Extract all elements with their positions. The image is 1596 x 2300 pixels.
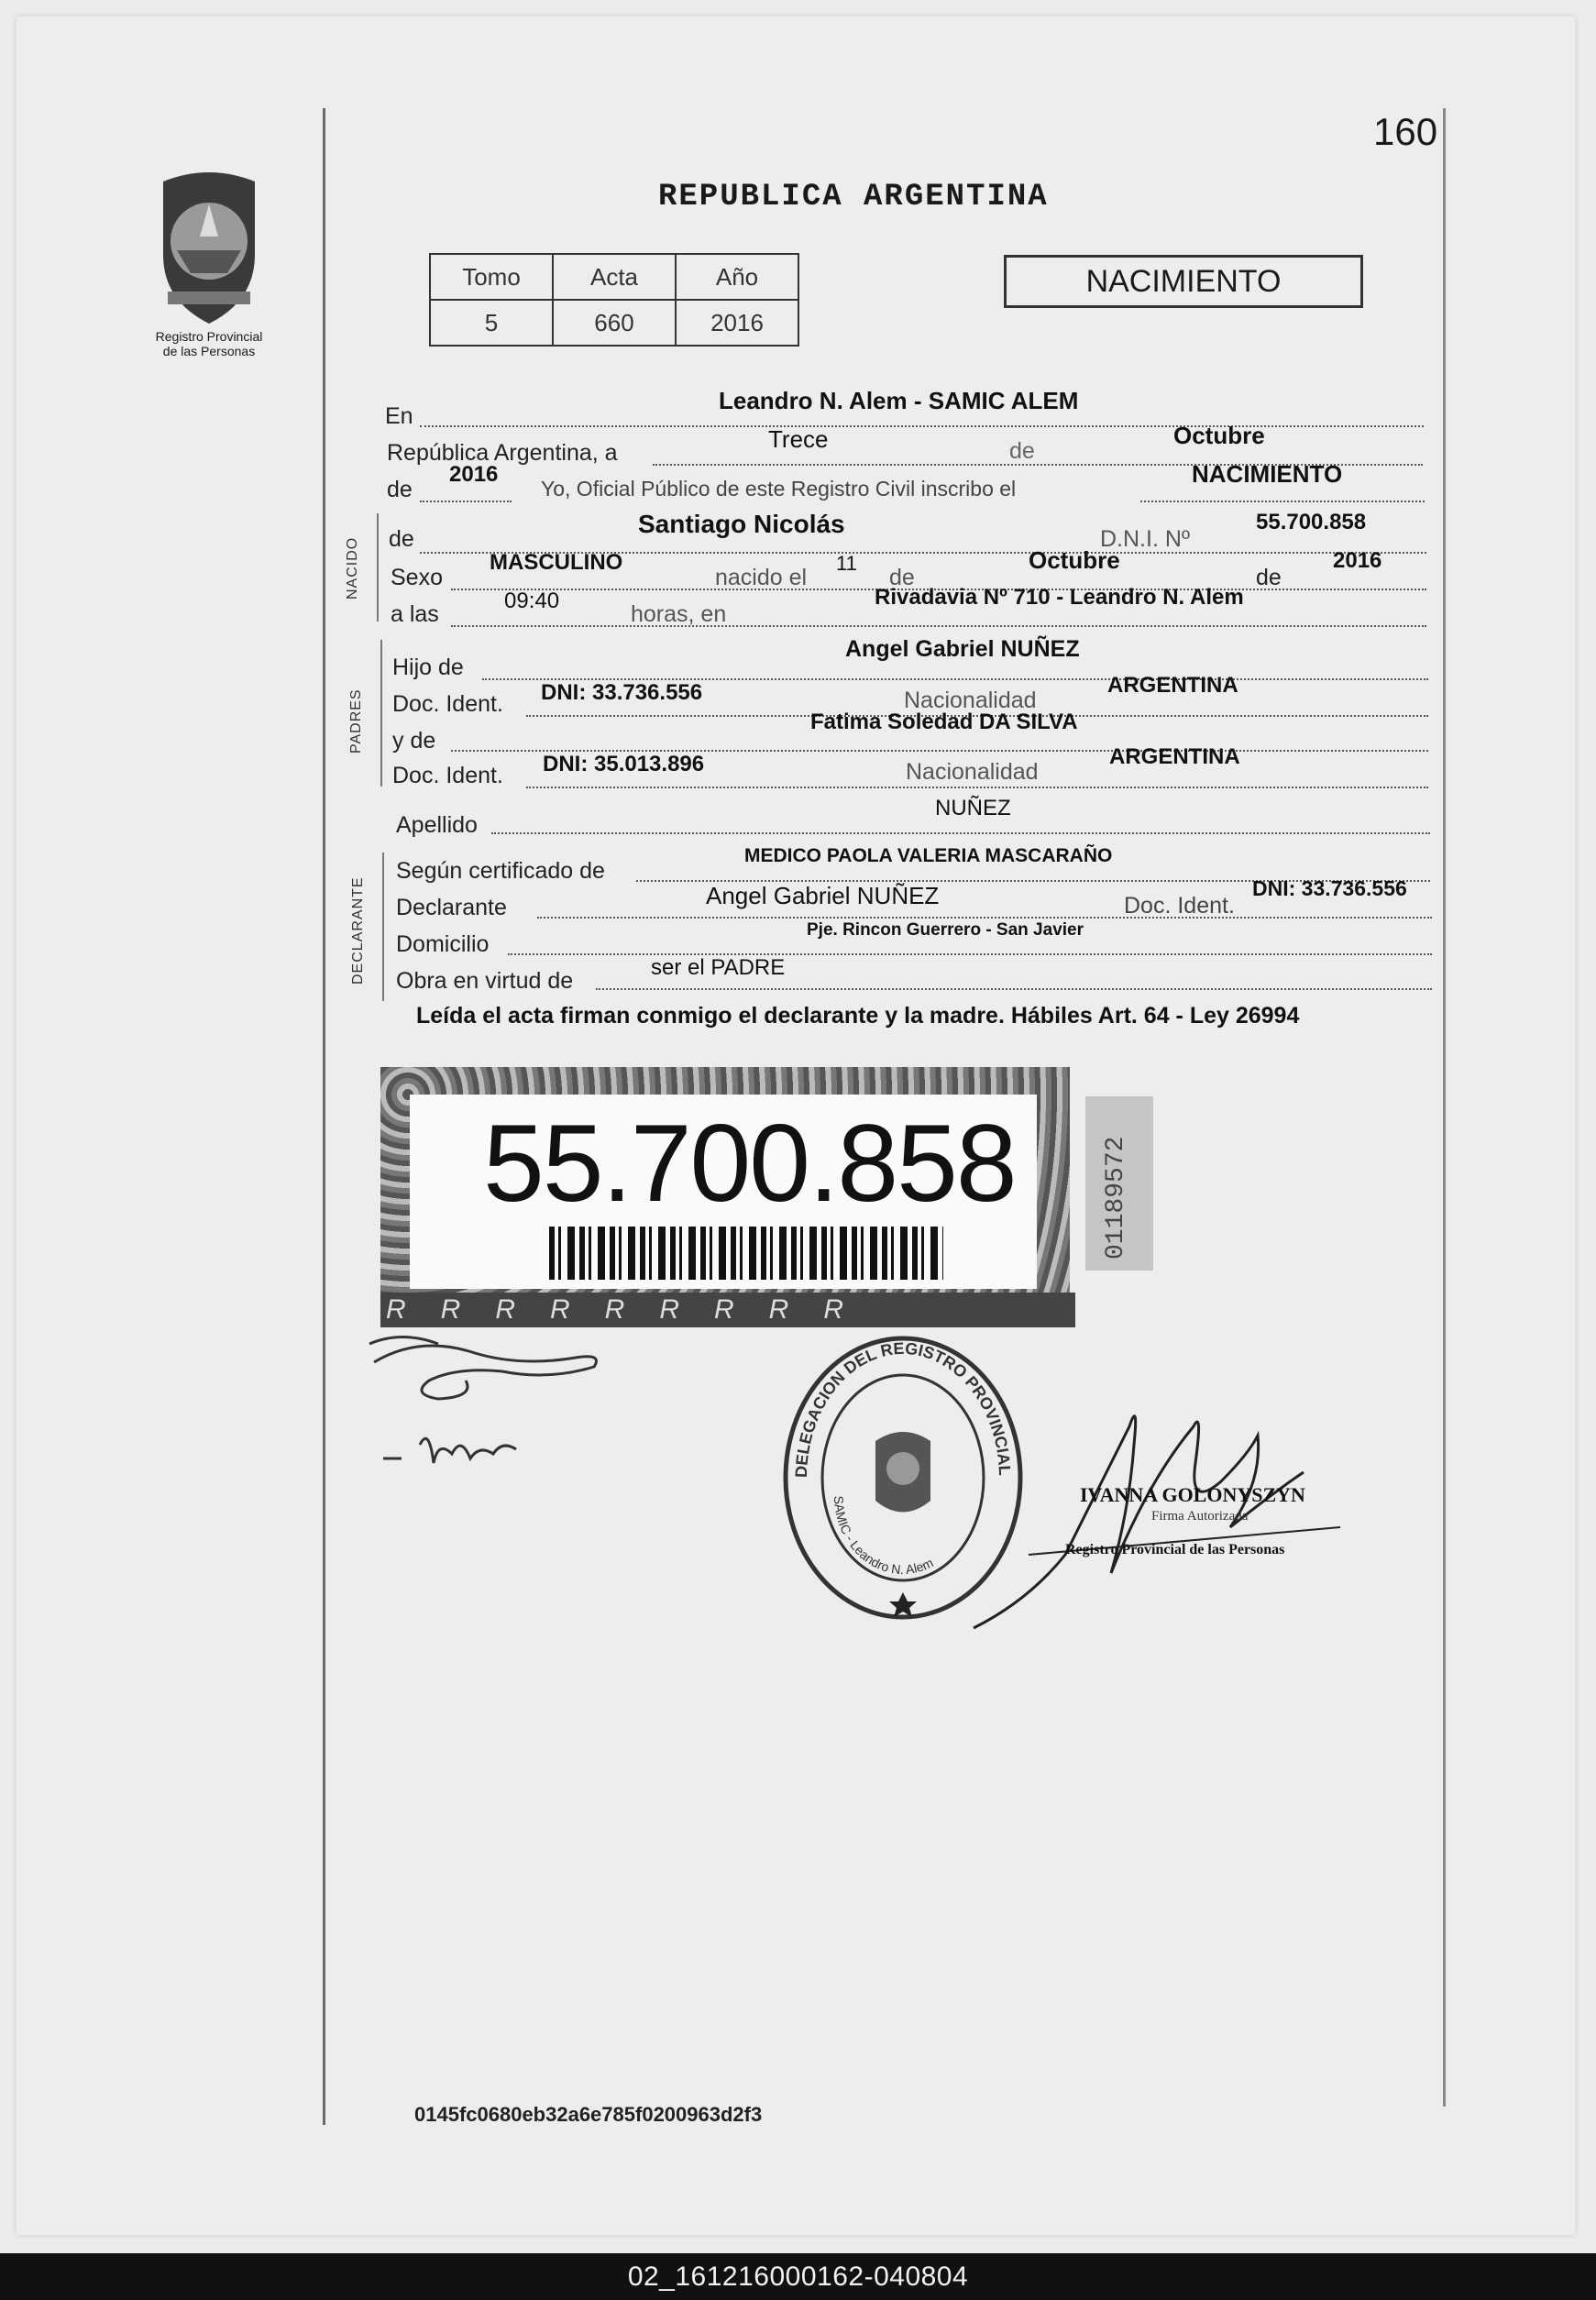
mother-doc: DNI: 35.013.896 <box>543 752 705 776</box>
decl-cert-label: Según certificado de <box>396 858 605 884</box>
intro-month: Octubre <box>1173 422 1265 449</box>
document-title: REPUBLICA ARGENTINA <box>658 180 1049 215</box>
padres-doc-label: Doc. Ident. <box>392 691 503 717</box>
section-label-padres: PADRES <box>348 688 364 754</box>
father-doc: DNI: 33.736.556 <box>541 680 703 705</box>
provincial-logo <box>145 163 273 358</box>
header-tomo: Tomo <box>430 254 553 300</box>
logo-caption-line2: de las Personas <box>162 344 256 358</box>
decl-certificate: MEDICO PAOLA VALERIA MASCARAÑO <box>744 845 1113 866</box>
decl-obra-label: Obra en virtud de <box>396 968 574 994</box>
value-acta: 660 <box>553 300 676 346</box>
nacido-sexo-label: Sexo <box>391 565 443 590</box>
nacido-name: Santiago Nicolás <box>638 510 845 538</box>
stamp-inner-text: SAMIC - Leandro N. Alem <box>831 1495 936 1578</box>
stamp-ring-text: DELEGACION DEL REGISTRO PROVINCIAL <box>791 1338 1015 1479</box>
id-label-sticker <box>380 1067 1070 1327</box>
decl-reason: ser el PADRE <box>651 955 786 980</box>
security-strip: RRRRRRRRR <box>380 1293 1075 1327</box>
left-margin-line <box>323 108 325 2125</box>
intro-de-label: de <box>1009 438 1035 464</box>
section-label-nacido: NACIDO <box>345 536 360 600</box>
apellido-value: NUÑEZ <box>935 796 1011 820</box>
closing-note: Leída el acta firman conmigo el declarante y la madre. Hábiles Art. 64 - Ley 26994 <box>416 1003 1300 1029</box>
officer-office: Registro Provincial de las Personas <box>1065 1542 1285 1557</box>
intro-day: Trece <box>768 425 829 453</box>
intro-en-label: En <box>385 403 413 429</box>
right-margin-line <box>1443 108 1446 2107</box>
padres-nac-label: Nacionalidad <box>904 688 1037 713</box>
logo-caption-line1: Registro Provincial <box>155 329 263 344</box>
id-label-inner <box>410 1095 1037 1289</box>
decl-doc: DNI: 33.736.556 <box>1252 876 1407 900</box>
barcode-icon <box>549 1227 943 1280</box>
nacido-de-label: de <box>389 526 414 552</box>
dotted-line <box>526 787 1428 788</box>
page-number: 160 <box>1373 110 1438 153</box>
intro-republic-label: República Argentina, a <box>387 440 618 466</box>
declarant-signature-icon <box>365 1326 640 1491</box>
serial-box <box>1085 1096 1153 1271</box>
scan-footer-id: 02_161216000162-040804 <box>627 2261 969 2292</box>
intro-officer-text: Yo, Oficial Público de este Registro Civil inscribo el <box>541 477 1017 501</box>
officer-name: IVANNA GOLONYSZYN <box>1080 1483 1305 1506</box>
decl-doc-label: Doc. Ident. <box>1124 893 1235 919</box>
father-name: Angel Gabriel NUÑEZ <box>845 636 1080 662</box>
dotted-line <box>596 988 1432 990</box>
header-anio: Año <box>676 254 798 300</box>
nacido-place: Rivadavia Nº 710 - Leandro N. Alem <box>875 585 1244 610</box>
coat-of-arms-icon <box>145 163 273 328</box>
dotted-line <box>491 832 1430 834</box>
nacido-dni-label: D.N.I. Nº <box>1100 526 1191 552</box>
padres-doc-label2: Doc. Ident. <box>392 763 503 788</box>
nacido-alas-label: a las <box>391 601 439 627</box>
id-label-number: 55.700.858 <box>483 1102 1016 1225</box>
nacido-de-label2: de <box>889 565 915 590</box>
nacido-day: 11 <box>836 552 857 575</box>
dotted-line <box>420 425 1424 427</box>
decl-address: Pje. Rincon Guerrero - San Javier <box>807 920 1084 940</box>
nacido-horas-label: horas, en <box>631 601 727 627</box>
padres-nac-label2: Nacionalidad <box>906 759 1039 785</box>
intro-place: Leandro N. Alem - SAMIC ALEM <box>719 387 1079 414</box>
document-hash: 0145fc0680eb32a6e785f0200963d2f3 <box>414 2103 763 2126</box>
record-type-box: NACIMIENTO <box>1004 255 1363 308</box>
intro-year-prefix: de <box>387 477 413 502</box>
decl-decl-label: Declarante <box>396 895 507 920</box>
document-sheet <box>17 17 1575 2235</box>
decl-name: Angel Gabriel NUÑEZ <box>706 882 940 909</box>
value-tomo: 5 <box>430 300 553 346</box>
section-label-declarante: DECLARANTE <box>350 876 366 985</box>
scan-footer-bar <box>0 2253 1596 2300</box>
dotted-line <box>1140 501 1425 502</box>
dotted-line <box>451 625 1426 627</box>
dotted-line <box>420 501 512 502</box>
intro-event: NACIMIENTO <box>1192 460 1343 488</box>
section-divider <box>380 640 382 787</box>
header-acta: Acta <box>553 254 676 300</box>
dotted-line <box>508 953 1432 955</box>
reference-table <box>429 253 799 347</box>
nacido-born-label: nacido el <box>715 565 808 590</box>
padres-hijo-label: Hijo de <box>392 655 464 680</box>
value-anio: 2016 <box>676 300 798 346</box>
nacido-year: 2016 <box>1333 548 1382 573</box>
officer-role: Firma Autorizada <box>1151 1509 1249 1524</box>
father-nationality: ARGENTINA <box>1107 673 1238 698</box>
serial-number: 01189572 <box>1102 1136 1130 1260</box>
nacido-de-label3: de <box>1256 565 1282 590</box>
mother-name: Fatima Soledad DA SILVA <box>810 710 1078 734</box>
nacido-sexo: MASCULINO <box>490 550 623 575</box>
dotted-line <box>537 917 1432 919</box>
section-divider <box>382 853 384 1001</box>
nacido-month: Octubre <box>1029 546 1120 574</box>
padres-yde-label: y de <box>392 728 436 754</box>
intro-year: 2016 <box>449 462 499 487</box>
nacido-time: 09:40 <box>504 589 560 613</box>
section-divider <box>377 513 379 622</box>
decl-dom-label: Domicilio <box>396 931 490 957</box>
apellido-label: Apellido <box>396 812 478 838</box>
mother-nationality: ARGENTINA <box>1109 744 1240 769</box>
nacido-dni: 55.700.858 <box>1256 510 1367 534</box>
